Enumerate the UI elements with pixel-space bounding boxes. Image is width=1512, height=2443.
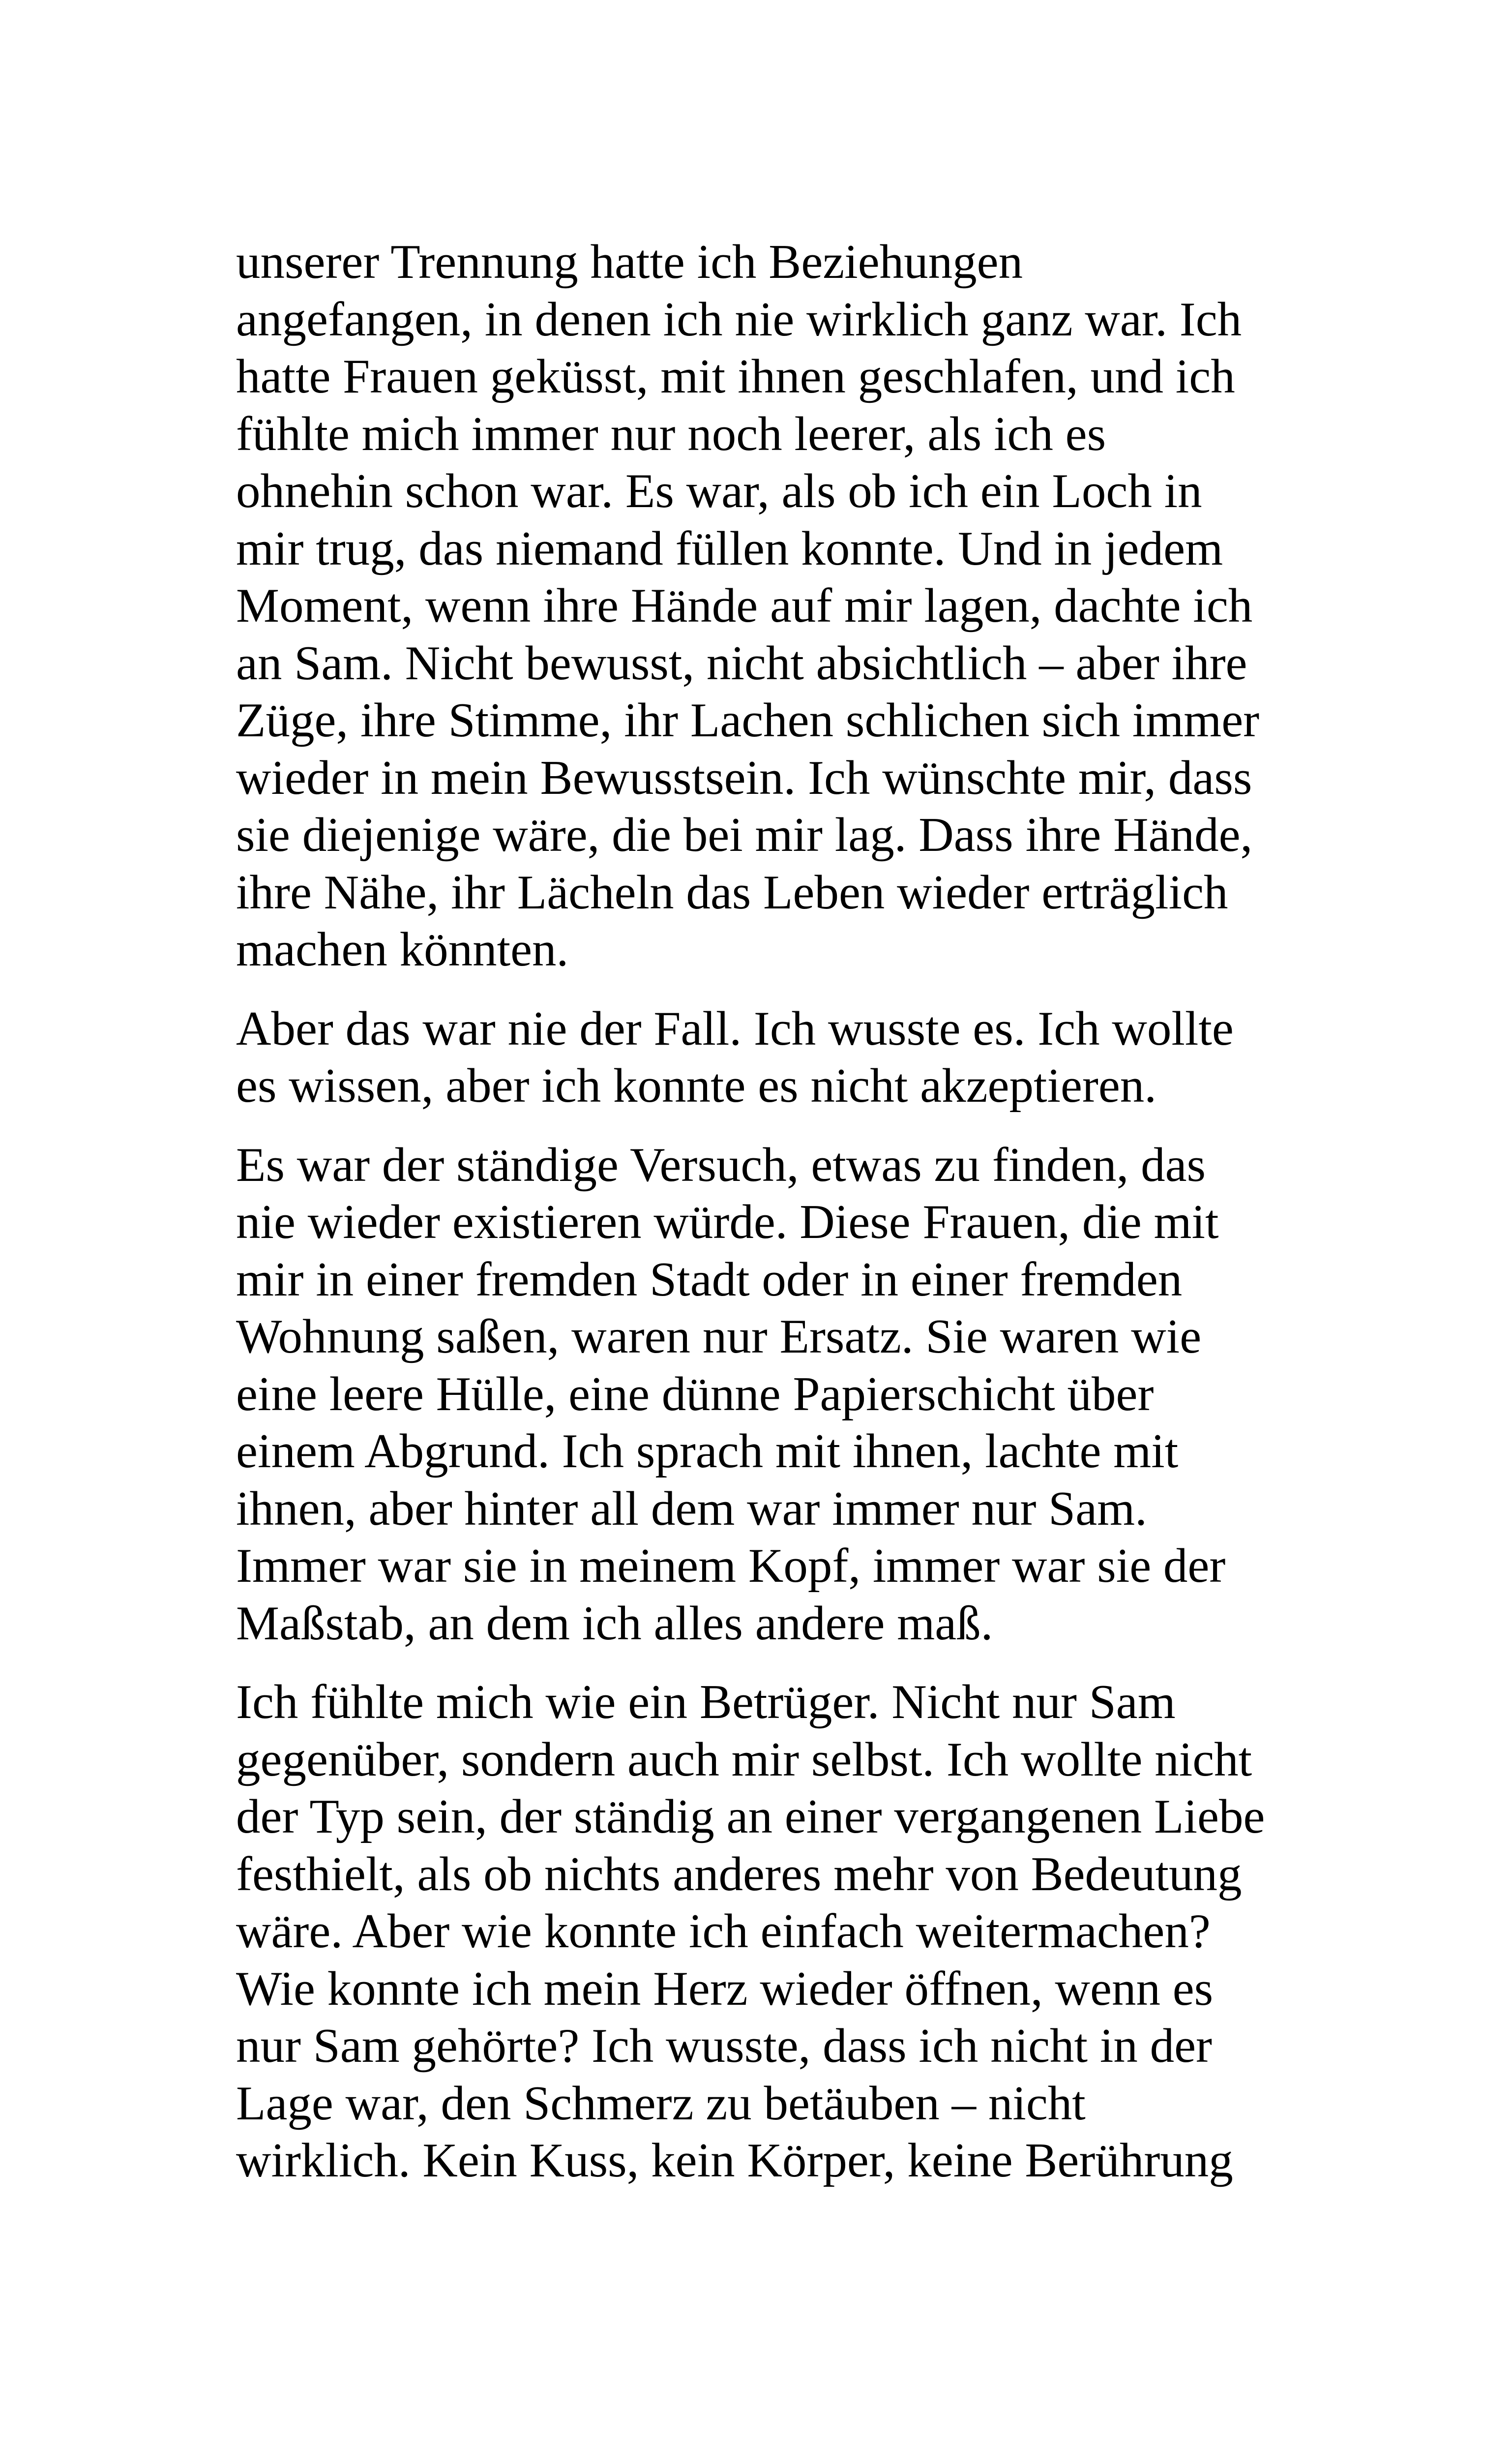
- body-text: [236, 234, 1288, 2190]
- text-line: wirklich. Kein Kuss, kein Körper, keine Berührung: [236, 2134, 1233, 2187]
- text-line: fühlte mich immer nur noch leerer, als ich es: [236, 407, 1106, 461]
- paragraph-1: [236, 234, 1288, 979]
- text-line: der Typ sein, der ständig an einer vergangenen Liebe: [236, 1790, 1265, 1843]
- paragraph-2: [236, 1000, 1288, 1115]
- text-line: nur Sam gehörte? Ich wusste, dass ich nicht in der: [236, 2019, 1212, 2073]
- text-line: Moment, wenn ihre Hände auf mir lagen, dachte ich: [236, 579, 1253, 633]
- text-line: Immer war sie in meinem Kopf, immer war sie der: [236, 1539, 1226, 1593]
- text-line: mir in einer fremden Stadt oder in einer fremden: [236, 1252, 1183, 1306]
- text-line: Wie konnte ich mein Herz wieder öffnen, wenn es: [236, 1961, 1214, 2016]
- text-line: Ich fühlte mich wie ein Betrüger. Nicht nur Sam: [236, 1675, 1176, 1729]
- text-line: ohnehin schon war. Es war, als ob ich ein Loch in: [236, 464, 1202, 518]
- text-line: ihnen, aber hinter all dem war immer nur Sam.: [236, 1481, 1147, 1536]
- paragraph-3: [236, 1137, 1288, 1653]
- text-line: Maßstab, an dem ich alles andere maß.: [236, 1596, 993, 1650]
- text-line: wieder in mein Bewusstsein. Ich wünschte mir, dass: [236, 751, 1252, 805]
- text-line: ihre Nähe, ihr Lächeln das Leben wieder erträglich: [236, 865, 1228, 919]
- text-line: Züge, ihre Stimme, ihr Lachen schlichen sich immer: [236, 694, 1260, 747]
- text-line: festhielt, als ob nichts anderes mehr von Bedeutung: [236, 1847, 1242, 1901]
- text-line: an Sam. Nicht bewusst, nicht absichtlich – aber ihre: [236, 636, 1247, 690]
- text-line: einem Abgrund. Ich sprach mit ihnen, lachte mit: [236, 1424, 1179, 1478]
- text-line: Lage war, den Schmerz zu betäuben – nicht: [236, 2076, 1086, 2130]
- text-line: es wissen, aber ich konnte es nicht akzeptieren.: [236, 1059, 1157, 1113]
- text-line: Aber das war nie der Fall. Ich wusste es. Ich wollte: [236, 1001, 1234, 1056]
- text-line: unserer Trennung hatte ich Beziehungen: [236, 235, 1023, 289]
- text-line: angefangen, in denen ich nie wirklich ganz war. Ich: [236, 292, 1242, 346]
- text-line: mir trug, das niemand füllen konnte. Und in jedem: [236, 521, 1223, 575]
- text-line: eine leere Hülle, eine dünne Papierschicht über: [236, 1367, 1154, 1421]
- text-line: hatte Frauen geküsst, mit ihnen geschlafen, und ich: [236, 350, 1235, 403]
- text-line: nie wieder existieren würde. Diese Frauen, die mit: [236, 1195, 1219, 1249]
- text-line: machen könnten.: [236, 923, 569, 976]
- text-line: gegenüber, sondern auch mir selbst. Ich wollte nicht: [236, 1732, 1252, 1786]
- text-line: sie diejenige wäre, die bei mir lag. Dass ihre Hände,: [236, 808, 1253, 862]
- text-line: wäre. Aber wie konnte ich einfach weitermachen?: [236, 1904, 1211, 1958]
- text-line: Es war der ständige Versuch, etwas zu finden, das: [236, 1138, 1206, 1192]
- paragraph-4: [236, 1674, 1288, 2190]
- text-line: Wohnung saßen, waren nur Ersatz. Sie waren wie: [236, 1310, 1202, 1363]
